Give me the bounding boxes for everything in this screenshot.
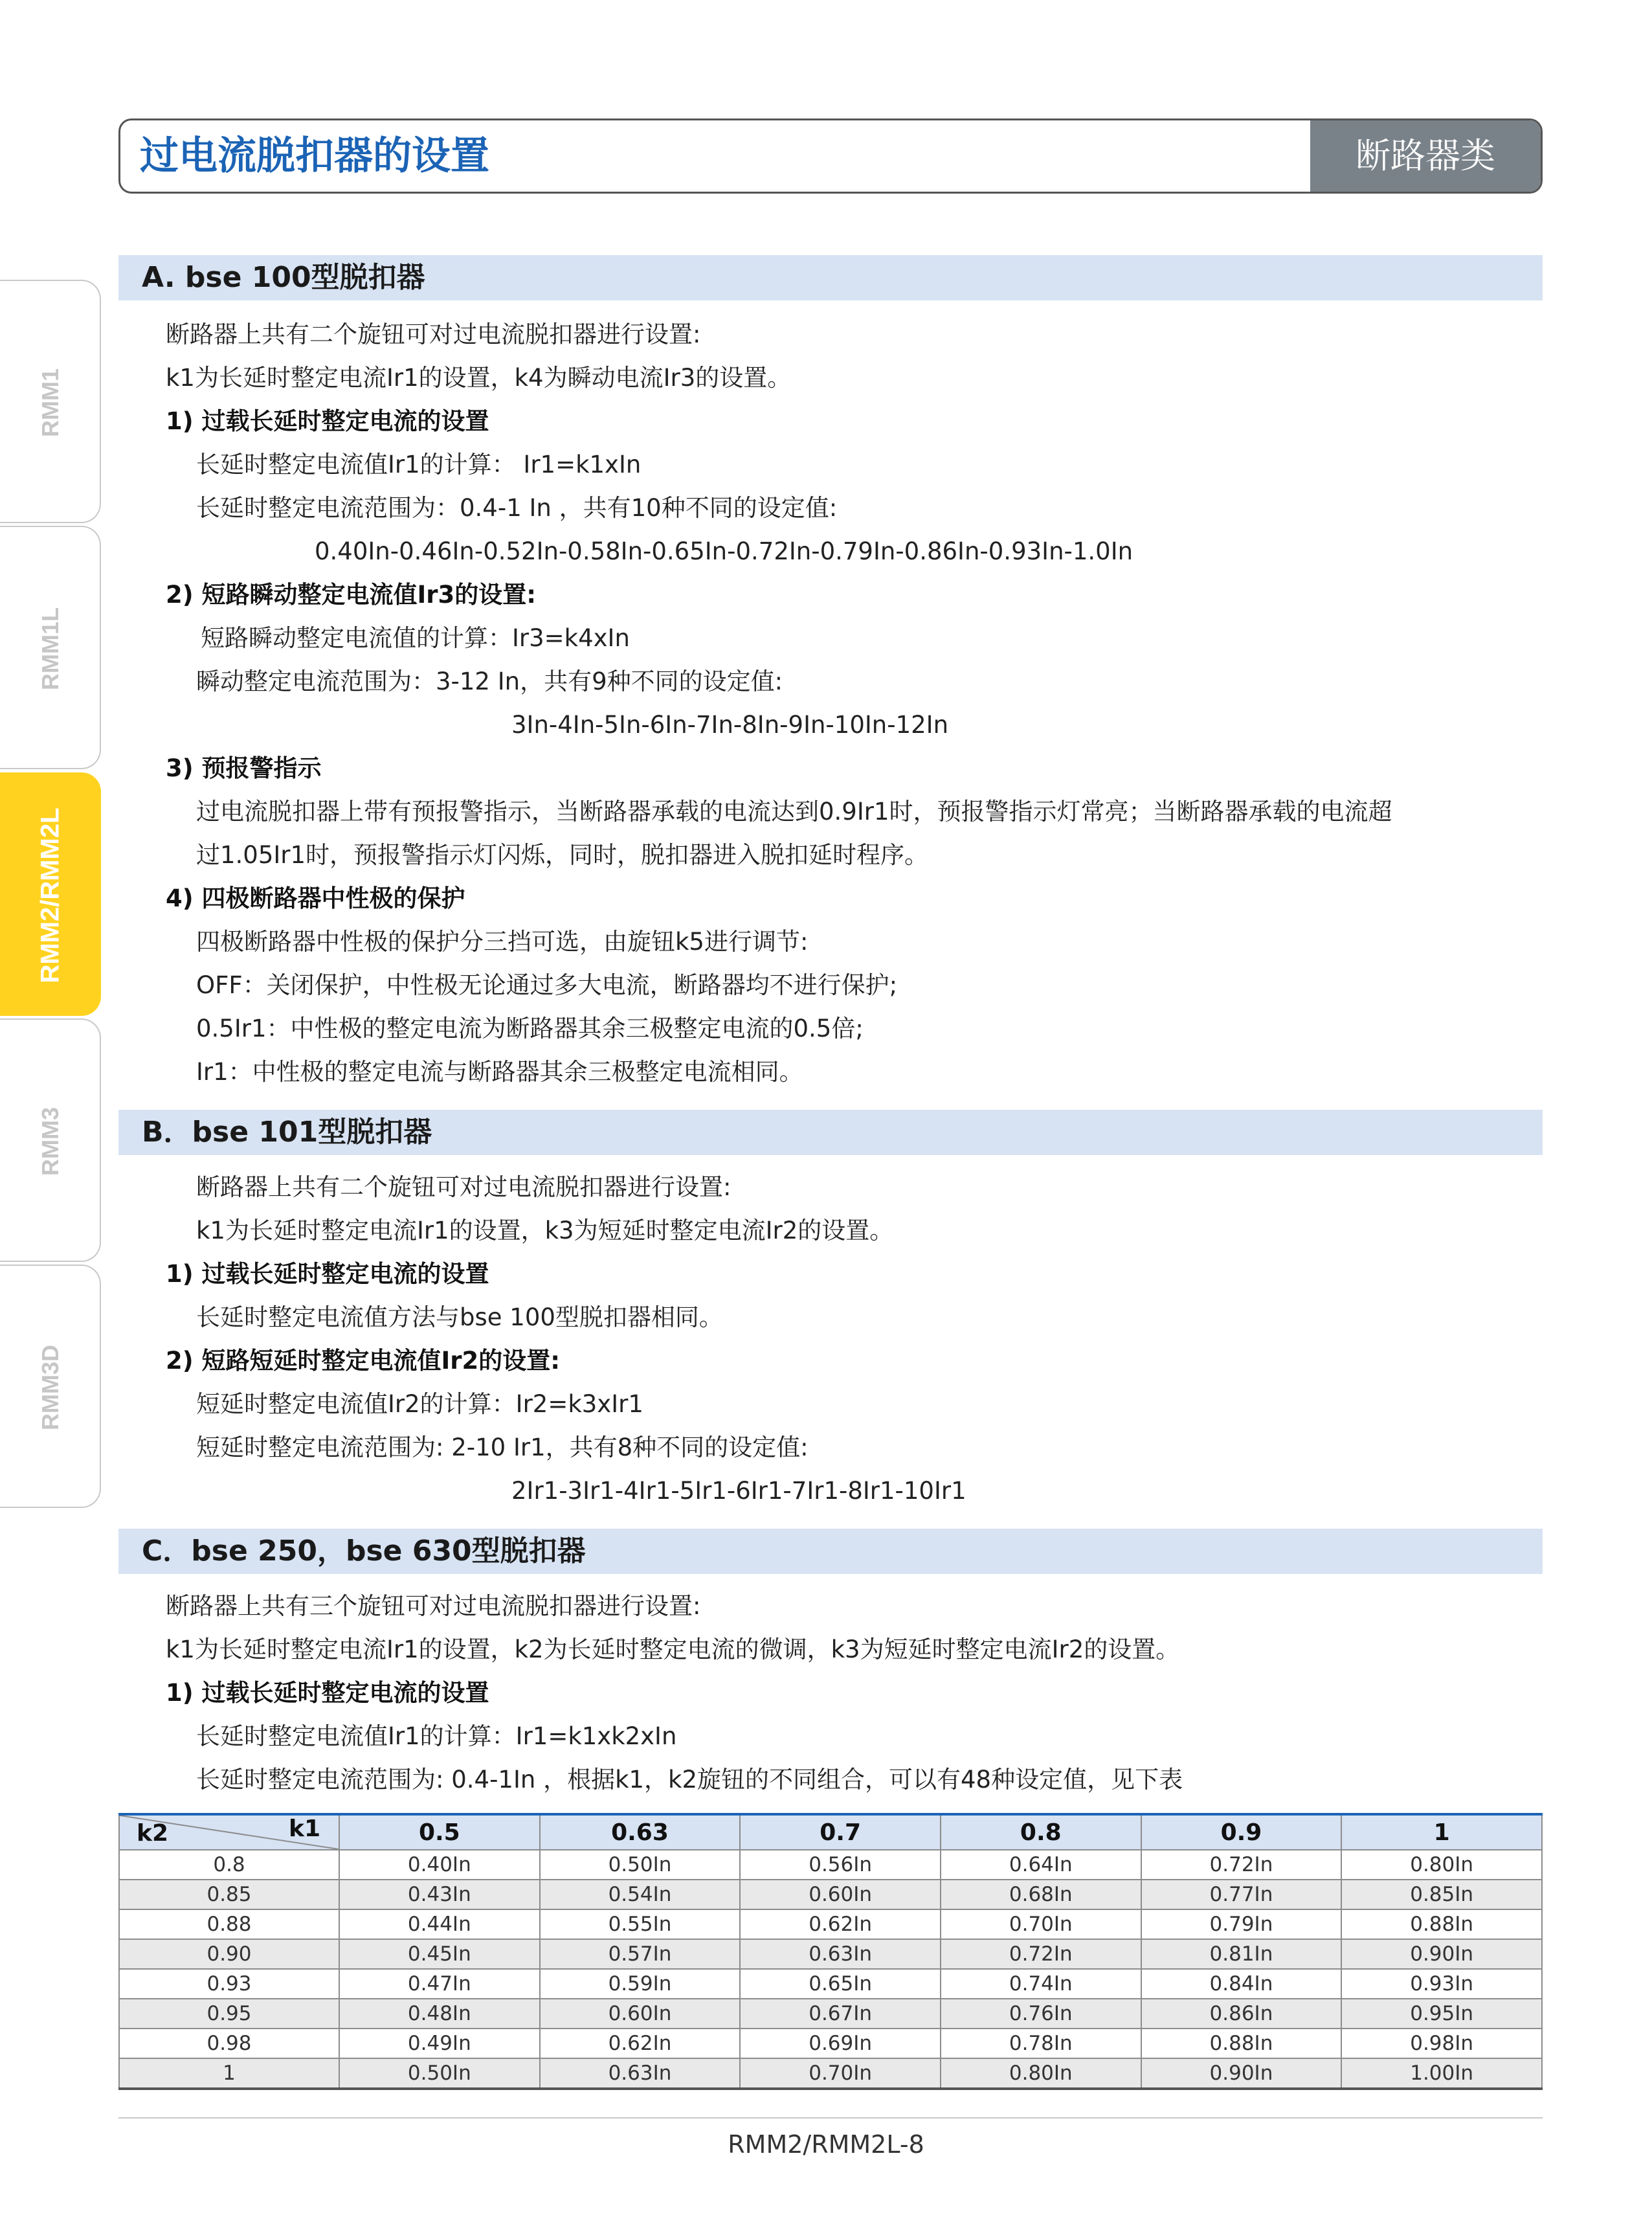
table-row: [119, 1909, 1542, 1939]
section-b-title: B．bse 101型脱扣器: [142, 1116, 432, 1149]
table-column-header: 0.7: [740, 1814, 941, 1850]
table-cell: 0.80In: [1341, 1850, 1542, 1880]
section-b-header: [118, 1110, 1543, 1155]
side-tab-label: RMM1L: [37, 607, 63, 690]
table-cell: 0.70In: [740, 2058, 941, 2089]
table-cell: 0.84In: [1141, 1969, 1342, 1999]
table-corner-cell: [119, 1814, 339, 1850]
k2-value-cell: 0.8: [119, 1850, 339, 1880]
footer-divider: [118, 2117, 1543, 2119]
subsection-title: 4) 四极断路器中性极的保护: [166, 884, 465, 912]
table-row: [119, 1999, 1542, 2029]
body-line: 长延时整定电流值方法与bse 100型脱扣器相同。: [196, 1303, 723, 1331]
body-line: 瞬动整定电流范围为：3-12 In，共有9种不同的设定值:: [196, 668, 783, 695]
section-a-header: [118, 255, 1543, 300]
table-cell: 0.50In: [339, 2058, 540, 2089]
category-label: 断路器类: [1310, 120, 1541, 192]
k2-value-cell: 1: [119, 2058, 339, 2089]
k2-value-cell: 0.93: [119, 1969, 339, 1999]
table-cell: 0.72In: [941, 1939, 1141, 1969]
body-line: 长延时整定电流值Ir1的计算： Ir1=k1xIn: [196, 451, 642, 478]
table-cell: 0.81In: [1141, 1939, 1342, 1969]
section-c-header: [118, 1529, 1543, 1574]
side-tab-rmm3d[interactable]: [0, 1265, 101, 1508]
table-cell: 0.77In: [1141, 1880, 1342, 1909]
table-cell: 0.55In: [540, 1909, 741, 1939]
table-row: [119, 1969, 1542, 1999]
subsection-title: 2) 短路瞬动整定电流值Ir3的设置:: [166, 581, 537, 609]
section-c-title: C．bse 250，bse 630型脱扣器: [142, 1535, 586, 1568]
k2-value-cell: 0.85: [119, 1880, 339, 1909]
section-c-intro: k1为长延时整定电流Ir1的设置，k2为长延时整定电流的微调，k3为短延时整定电流Ir2的设置。: [166, 1636, 1180, 1663]
body-line: 0.5Ir1：中性极的整定电流为断路器其余三极整定电流的0.5倍;: [196, 1015, 864, 1042]
table-cell: 0.60In: [740, 1880, 941, 1909]
row-axis-label: k2: [137, 1820, 168, 1847]
table-cell: 0.80In: [941, 2058, 1141, 2089]
table-cell: 0.45In: [339, 1939, 540, 1969]
table-cell: 0.86In: [1141, 1999, 1342, 2029]
section-a-intro: k1为长延时整定电流Ir1的设置，k4为瞬动电流Ir3的设置。: [166, 364, 792, 392]
table-cell: 0.62In: [740, 1909, 941, 1939]
table-cell: 0.60In: [540, 1999, 741, 2029]
subsection-title: 2) 短路短延时整定电流值Ir2的设置:: [166, 1347, 561, 1375]
table-cell: 0.62In: [540, 2029, 741, 2058]
table-cell: 0.63In: [540, 2058, 741, 2089]
side-tab-rmm3[interactable]: [0, 1018, 101, 1262]
table-cell: 0.63In: [740, 1939, 941, 1969]
table-column-header: 0.63: [540, 1814, 741, 1850]
k2-value-cell: 0.95: [119, 1999, 339, 2029]
table-cell: 0.95In: [1341, 1999, 1542, 2029]
table-cell: 0.70In: [941, 1909, 1141, 1939]
body-line: OFF：关闭保护，中性极无论通过多大电流，断路器均不进行保护;: [196, 971, 898, 999]
side-tab-rmm1[interactable]: [0, 280, 101, 523]
table-row: [119, 2058, 1542, 2089]
section-b-intro: 断路器上共有二个旋钮可对过电流脱扣器进行设置:: [196, 1173, 731, 1201]
side-tab-rmm2-rmm2l[interactable]: [0, 772, 101, 1016]
table-row: [119, 1880, 1542, 1909]
table-column-header: 0.5: [339, 1814, 540, 1850]
values-line: 0.40In-0.46In-0.52In-0.58In-0.65In-0.72In-0.79In-0.86In-0.93In-1.0In: [315, 537, 1133, 565]
table-cell: 0.90In: [1141, 2058, 1342, 2089]
table-cell: 0.47In: [339, 1969, 540, 1999]
table-column-header: 0.9: [1141, 1814, 1342, 1850]
values-line: 2Ir1-3Ir1-4Ir1-5Ir1-6Ir1-7Ir1-8Ir1-10Ir1: [511, 1477, 966, 1505]
table-cell: 0.78In: [941, 2029, 1141, 2058]
side-tab-label: RMM2/RMM2L: [36, 807, 65, 984]
table-cell: 0.88In: [1341, 1909, 1542, 1939]
table-cell: 0.40In: [339, 1850, 540, 1880]
body-line: 长延时整定电流范围为：0.4-1 In ，共有10种不同的设定值:: [196, 494, 838, 522]
subsection-title: 1) 过载长延时整定电流的设置: [166, 1679, 489, 1707]
side-tab-label: RMM3D: [37, 1345, 63, 1430]
table-cell: 0.67In: [740, 1999, 941, 2029]
side-tab-rmm1l[interactable]: [0, 526, 101, 769]
body-line: 过1.05Ir1时，预报警指示灯闪烁，同时，脱扣器进入脱扣延时程序。: [196, 841, 929, 869]
table-cell: 0.64In: [941, 1850, 1141, 1880]
table-cell: 0.76In: [941, 1999, 1141, 2029]
table-cell: 0.79In: [1141, 1909, 1342, 1939]
section-a-title: A. bse 100型脱扣器: [142, 261, 425, 294]
page-header: [118, 118, 1543, 194]
side-tab-label: RMM1: [37, 368, 63, 437]
table-cell: 0.56In: [740, 1850, 941, 1880]
table-cell: 0.59In: [540, 1969, 741, 1999]
table-row: [119, 1939, 1542, 1969]
table-cell: 0.93In: [1341, 1969, 1542, 1999]
body-line: 长延时整定电流范围为: 0.4-1In ，根据k1，k2旋钮的不同组合，可以有48种设定值，见下表: [196, 1766, 1183, 1793]
table-cell: 0.54In: [540, 1880, 741, 1909]
table-cell: 0.85In: [1341, 1880, 1542, 1909]
body-line: 短延时整定电流范围为: 2-10 Ir1，共有8种不同的设定值:: [196, 1433, 809, 1461]
table-cell: 0.44In: [339, 1909, 540, 1939]
k2-value-cell: 0.90: [119, 1939, 339, 1969]
table-column-header: 0.8: [941, 1814, 1141, 1850]
table-cell: 0.57In: [540, 1939, 741, 1969]
table-row: [119, 2029, 1542, 2058]
page-number: RMM2/RMM2L-8: [728, 2130, 924, 2159]
section-c-intro: 断路器上共有三个旋钮可对过电流脱扣器进行设置:: [166, 1592, 701, 1620]
table-cell: 0.88In: [1141, 2029, 1342, 2058]
table-cell: 0.72In: [1141, 1850, 1342, 1880]
values-line: 3In-4In-5In-6In-7In-8In-9In-10In-12In: [511, 711, 949, 739]
body-line: 过电流脱扣器上带有预报警指示，当断路器承载的电流达到0.9Ir1时，预报警指示灯常亮；当断路器承载的电流超: [196, 798, 1392, 826]
body-line: 短延时整定电流值Ir2的计算：Ir2=k3xIr1: [196, 1390, 643, 1418]
page-title: 过电流脱扣器的设置: [140, 133, 489, 179]
table-cell: 0.69In: [740, 2029, 941, 2058]
k2-value-cell: 0.88: [119, 1909, 339, 1939]
subsection-title: 3) 预报警指示: [166, 754, 322, 782]
table-column-header: 1: [1341, 1814, 1542, 1850]
table-cell: 0.90In: [1341, 1939, 1542, 1969]
subsection-title: 1) 过载长延时整定电流的设置: [166, 1260, 489, 1288]
table-row: [119, 1850, 1542, 1880]
table-cell: 0.48In: [339, 1999, 540, 2029]
k2-value-cell: 0.98: [119, 2029, 339, 2058]
table-cell: 0.50In: [540, 1850, 741, 1880]
table-cell: 0.49In: [339, 2029, 540, 2058]
body-line: 四极断路器中性极的保护分三挡可选，由旋钮k5进行调节:: [196, 928, 809, 956]
body-line: Ir1：中性极的整定电流与断路器其余三极整定电流相同。: [196, 1058, 803, 1086]
subsection-title: 1) 过载长延时整定电流的设置: [166, 407, 489, 435]
table-cell: 1.00In: [1341, 2058, 1542, 2089]
section-b-intro: k1为长延时整定电流Ir1的设置，k3为短延时整定电流Ir2的设置。: [196, 1217, 894, 1244]
table-cell: 0.43In: [339, 1880, 540, 1909]
body-line: 长延时整定电流值Ir1的计算：Ir1=k1xk2xIn: [196, 1722, 677, 1750]
table-cell: 0.74In: [941, 1969, 1141, 1999]
side-tab-label: RMM3: [37, 1107, 63, 1176]
settings-table: [118, 1813, 1543, 2090]
section-a-intro: 断路器上共有二个旋钮可对过电流脱扣器进行设置:: [166, 320, 701, 348]
table-cell: 0.68In: [941, 1880, 1141, 1909]
table-cell: 0.65In: [740, 1969, 941, 1999]
table-cell: 0.98In: [1341, 2029, 1542, 2058]
col-axis-label: k1: [289, 1816, 320, 1842]
body-line: 短路瞬动整定电流值的计算：Ir3=k4xIn: [201, 624, 630, 652]
